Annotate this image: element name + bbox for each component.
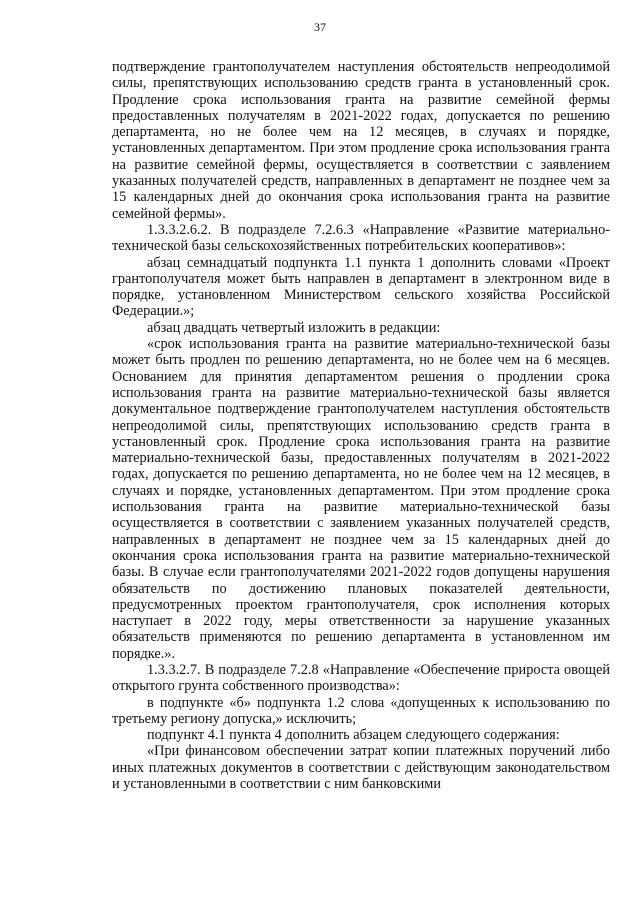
- paragraph: подтверждение грантополучателем наступления обстоятельств непреодолимой силы, препятствующих использованию средств гранта в установленный срок. Продление срока использования гранта на развитие семейной фермы предоставленных получателям в 2021-2022 годах, допускается по решению департамента, но не более чем на 12 месяцев, в случаях и порядке, установленных департаментом. При этом продление срока использования гранта на развитие семейной фермы, осуществляется в соответствии с заявлением указанных получателей средств, направленных в департамент не позднее чем за 15 календарных дней до окончания срока использования гранта на развитие семейной фермы».: [112, 59, 610, 222]
- paragraph: 1.3.3.2.6.2. В подразделе 7.2.6.3 «Направление «Развитие материально-технической базы сельскохозяйственных потребительских кооперативов»:: [112, 221, 610, 255]
- paragraph: 1.3.3.2.7. В подразделе 7.2.8 «Направление «Обеспечение прироста овощей открытого грунта собственного производства»:: [112, 661, 610, 695]
- page-number: 37: [314, 20, 326, 34]
- paragraph: «срок использования гранта на развитие материально-технической базы может быть продлен по решению департамента, но не более чем на 6 месяцев. Основанием для принятия департаментом решения о продлении срока использования гранта на развитие материально-технической базы является документальное подтверждение грантополучателем наступления обстоятельств непреодолимой силы, препятствующих использованию средств гранта в установленный срок. Продление срока использования гранта на развитие материально-технической базы, предоставленных получателям в 2021-2022 годах, допускается по решению департамента, но не более чем на 12 месяцев, в случаях и порядке, установленных департаментом. При этом продление срока использования гранта на развитие материально-технической базы осуществляется в соответствии с заявлением указанных получателей средств, направленных в департамент не позднее чем за 15 календарных дней до окончания срока использования гранта на развитие материально-технической базы. В случае если грантополучателями 2021-2022 годов допущены нарушения обязательств по достижению плановых показателей деятельности, предусмотренных проектом грантополучателя, срок исполнения которых наступает в 2022 году, меры ответственности за нарушение указанных обязательств применяются по решению департамента в установленном им порядке.».: [112, 336, 610, 662]
- paragraph: подпункт 4.1 пункта 4 дополнить абзацем следующего содержания:: [147, 727, 560, 744]
- paragraph: абзац двадцать четвертый изложить в редакции:: [147, 319, 441, 336]
- paragraph: абзац семнадцатый подпункта 1.1 пункта 1 дополнить словами «Проект грантополучателя может быть направлен в департамент в электронном виде в порядке, установленном Министерством сельского хозяйства Российской Федерации.»;: [112, 254, 610, 320]
- document-body: [112, 59, 610, 792]
- paragraph: в подпункте «б» подпункта 1.2 слова «допущенных к использованию по третьему региону допуска,» исключить;: [112, 694, 610, 727]
- paragraph: «При финансовом обеспечении затрат копии платежных поручений либо иных платежных документов в соответствии с действующим законодательством и установленными в соответствии с ним банковскими: [112, 743, 610, 793]
